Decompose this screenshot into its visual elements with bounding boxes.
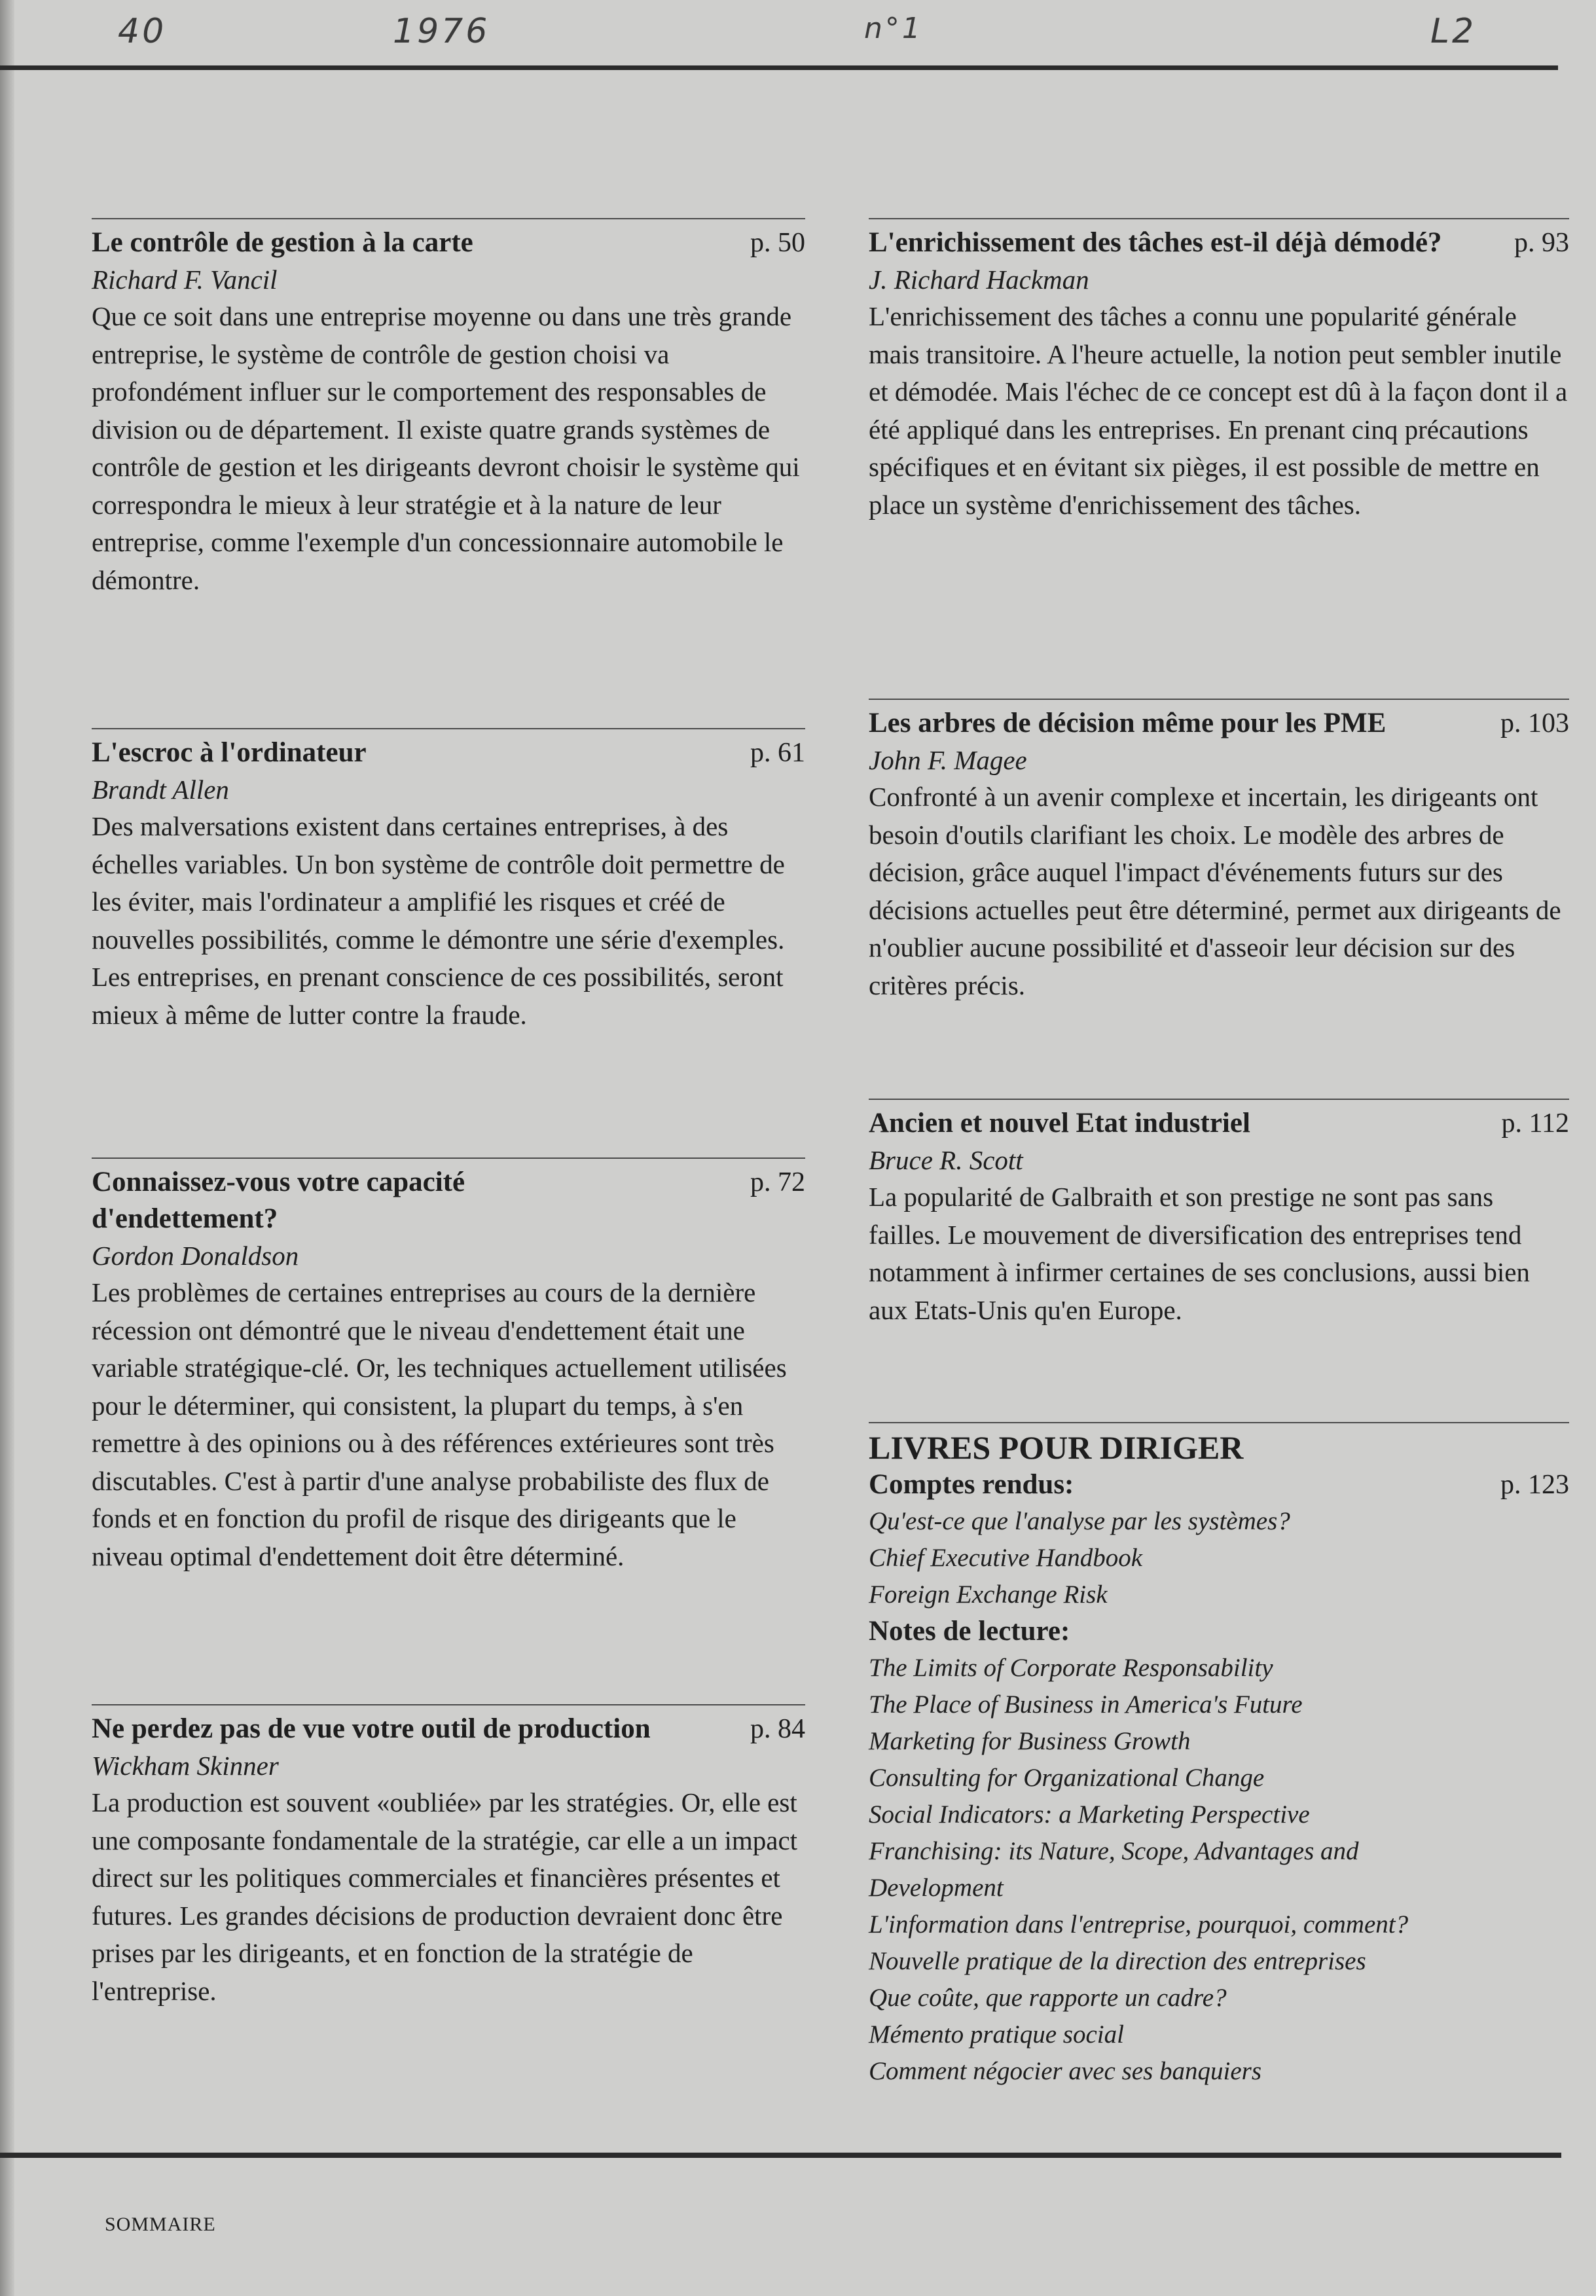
article-title: Connaissez-vous votre capacité d'endettement? [92,1167,465,1234]
note-item: Consulting for Organizational Change [869,1764,1265,1792]
books-section-title: LIVRES POUR DIRIGER [869,1429,1244,1466]
article-summary: Que ce soit dans une entreprise moyenne ou dans une très grande entreprise, le système de contrôle de gestion choisi va profondément influer sur le comportement des responsables de division ou de département. Il existe quatre grands systèmes de contrôle de gestion et les dirigeants devront choisir le système qui correspondra le mieux à leur stratégie et à la nature de leur entreprise, comme l'exemple d'un concessionnaire automobile le démontre. [92,301,800,595]
notes-label: Notes de lecture: [869,1616,1070,1647]
notes-heading [869,1613,1569,1650]
reviews-list [869,1503,1569,1613]
article-escroc-ordinateur [92,728,805,1034]
article-etat-industriel [869,1099,1569,1329]
article-outil-production [92,1704,805,2010]
note-item: The Limits of Corporate Responsability [869,1654,1273,1682]
handwritten-issue-number: n°1 [864,12,923,45]
top-rule [0,65,1558,70]
article-title: L'escroc à l'ordinateur [92,737,367,768]
review-item: Foreign Exchange Risk [869,1580,1108,1609]
books-page: p. 123 [1500,1470,1569,1500]
reviews-label: Comptes rendus: [869,1469,1074,1500]
article-heading [92,735,805,771]
article-summary: La production est souvent «oubliée» par les stratégies. Or, elle est une composante fondamentale de la stratégie, car elle a un impact direct sur les politiques commerciales et financières présentes et futures. Les grandes décisions de production devraient donc être prises par les dirigeants, et en fonction de la stratégie de l'entreprise. [92,1787,798,2006]
article-heading [92,1711,805,1747]
article-title: Ne perdez pas de vue votre outil de production [92,1713,651,1744]
handwritten-note-right: L2 [1430,12,1477,51]
article-separator [92,218,805,219]
section-separator [869,1422,1569,1423]
article-heading [92,225,805,261]
bottom-rule [0,2153,1561,2158]
article-controle-gestion [92,218,805,599]
article-title: Les arbres de décision même pour les PME [869,708,1387,738]
note-item: Marketing for Business Growth [869,1727,1191,1755]
article-author: Richard F. Vancil [92,264,278,295]
page-edge-shadow [0,0,14,2296]
article-title: L'enrichissement des tâches est-il déjà démodé? [869,227,1442,258]
article-separator [92,1704,805,1705]
article-separator [869,1099,1569,1100]
article-author: Bruce R. Scott [869,1145,1023,1175]
article-title: Ancien et nouvel Etat industriel [869,1108,1250,1139]
review-item: Qu'est-ce que l'analyse par les systèmes? [869,1507,1290,1535]
article-page: p. 72 [750,1167,805,1197]
article-author: Gordon Donaldson [92,1241,299,1271]
books-section [869,1422,1569,2090]
handwritten-note-left: 40 [118,12,167,51]
article-arbres-decision [869,699,1569,1004]
note-item: Social Indicators: a Marketing Perspective [869,1800,1310,1829]
handwritten-year: 1976 [393,12,490,51]
article-heading [92,1164,805,1237]
note-item: L'information dans l'entreprise, pourquoi, comment? [869,1910,1409,1939]
article-author: Wickham Skinner [92,1751,279,1781]
footer-section-label: SOMMAIRE [105,2214,216,2235]
article-page: p. 50 [750,228,805,258]
article-page: p. 84 [750,1714,805,1744]
article-heading [869,1105,1569,1142]
note-item: Nouvelle pratique de la direction des entreprises [869,1947,1366,1975]
article-capacite-endettement [92,1157,805,1575]
article-page: p. 93 [1514,228,1569,258]
article-page: p. 112 [1501,1108,1569,1139]
article-separator [92,1157,805,1159]
article-author: Brandt Allen [92,774,229,805]
note-item: Development [869,1874,1004,1902]
article-summary: Les problèmes de certaines entreprises au cours de la dernière récession ont démontré que le niveau d'endettement était une variable stratégique-clé. Or, les techniques actuellement utilisées pour le déterminer, qui consistent, la plupart du temps, à s'en remettre à des opinions ou à des références extérieures sont très discutables. C'est à partir d'une analyse probabiliste des flux de fonds et en fonction du profil de risque des dirigeants que le niveau optimal d'endettement doit être déterminé. [92,1277,787,1571]
article-summary: La popularité de Galbraith et son prestige ne sont pas sans failles. Le mouvement de diversification des entreprises tend notamment à infirmer certaines de ses conclusions, aussi bien aux Etats-Unis qu'en Europe. [869,1182,1530,1325]
note-item: Franchising: its Nature, Scope, Advantages and [869,1837,1359,1865]
article-page: p. 61 [750,738,805,768]
note-item: Mémento pratique social [869,2020,1124,2049]
note-item: Comment négocier avec ses banquiers [869,2057,1262,2085]
notes-list [869,1650,1569,2090]
reviews-heading [869,1467,1569,1503]
article-heading [869,705,1569,742]
article-separator [869,218,1569,219]
article-author: J. Richard Hackman [869,264,1089,295]
review-item: Chief Executive Handbook [869,1544,1143,1572]
article-enrichissement-taches [869,218,1569,524]
note-item: Que coûte, que rapporte un cadre? [869,1984,1227,2012]
article-separator [869,699,1569,700]
article-summary: Des malversations existent dans certaines entreprises, à des échelles variables. Un bon système de contrôle doit permettre de les éviter, mais l'ordinateur a amplifié les risques et créé de nouvelles possibilités, comme le démontre une série d'exemples. Les entreprises, en prenant conscience de ces possibilités, seront mieux à même de lutter contre la fraude. [92,811,785,1030]
article-author: John F. Magee [869,745,1027,775]
article-title: Le contrôle de gestion à la carte [92,227,473,258]
article-summary: L'enrichissement des tâches a connu une popularité générale mais transitoire. A l'heure actuelle, la notion peut sembler inutile et démodée. Mais l'échec de ce concept est dû à la façon dont il a été appliqué dans les entreprises. En prenant cinq précautions spécifiques et en évitant six pièges, il est possible de mettre en place un système d'enrichissement des tâches. [869,301,1568,520]
article-separator [92,728,805,729]
article-summary: Confronté à un avenir complexe et incertain, les dirigeants ont besoin d'outils clarifiant les choix. Le modèle des arbres de décision, grâce auquel l'impact d'événements futurs sur des décisions actuelles peut être déterminé, permet aux dirigeants de n'oublier aucune possibilité et d'asseoir leur décision sur des critères précis. [869,782,1561,1000]
note-item: The Place of Business in America's Future [869,1690,1303,1719]
article-heading [869,225,1569,261]
article-page: p. 103 [1500,708,1569,738]
